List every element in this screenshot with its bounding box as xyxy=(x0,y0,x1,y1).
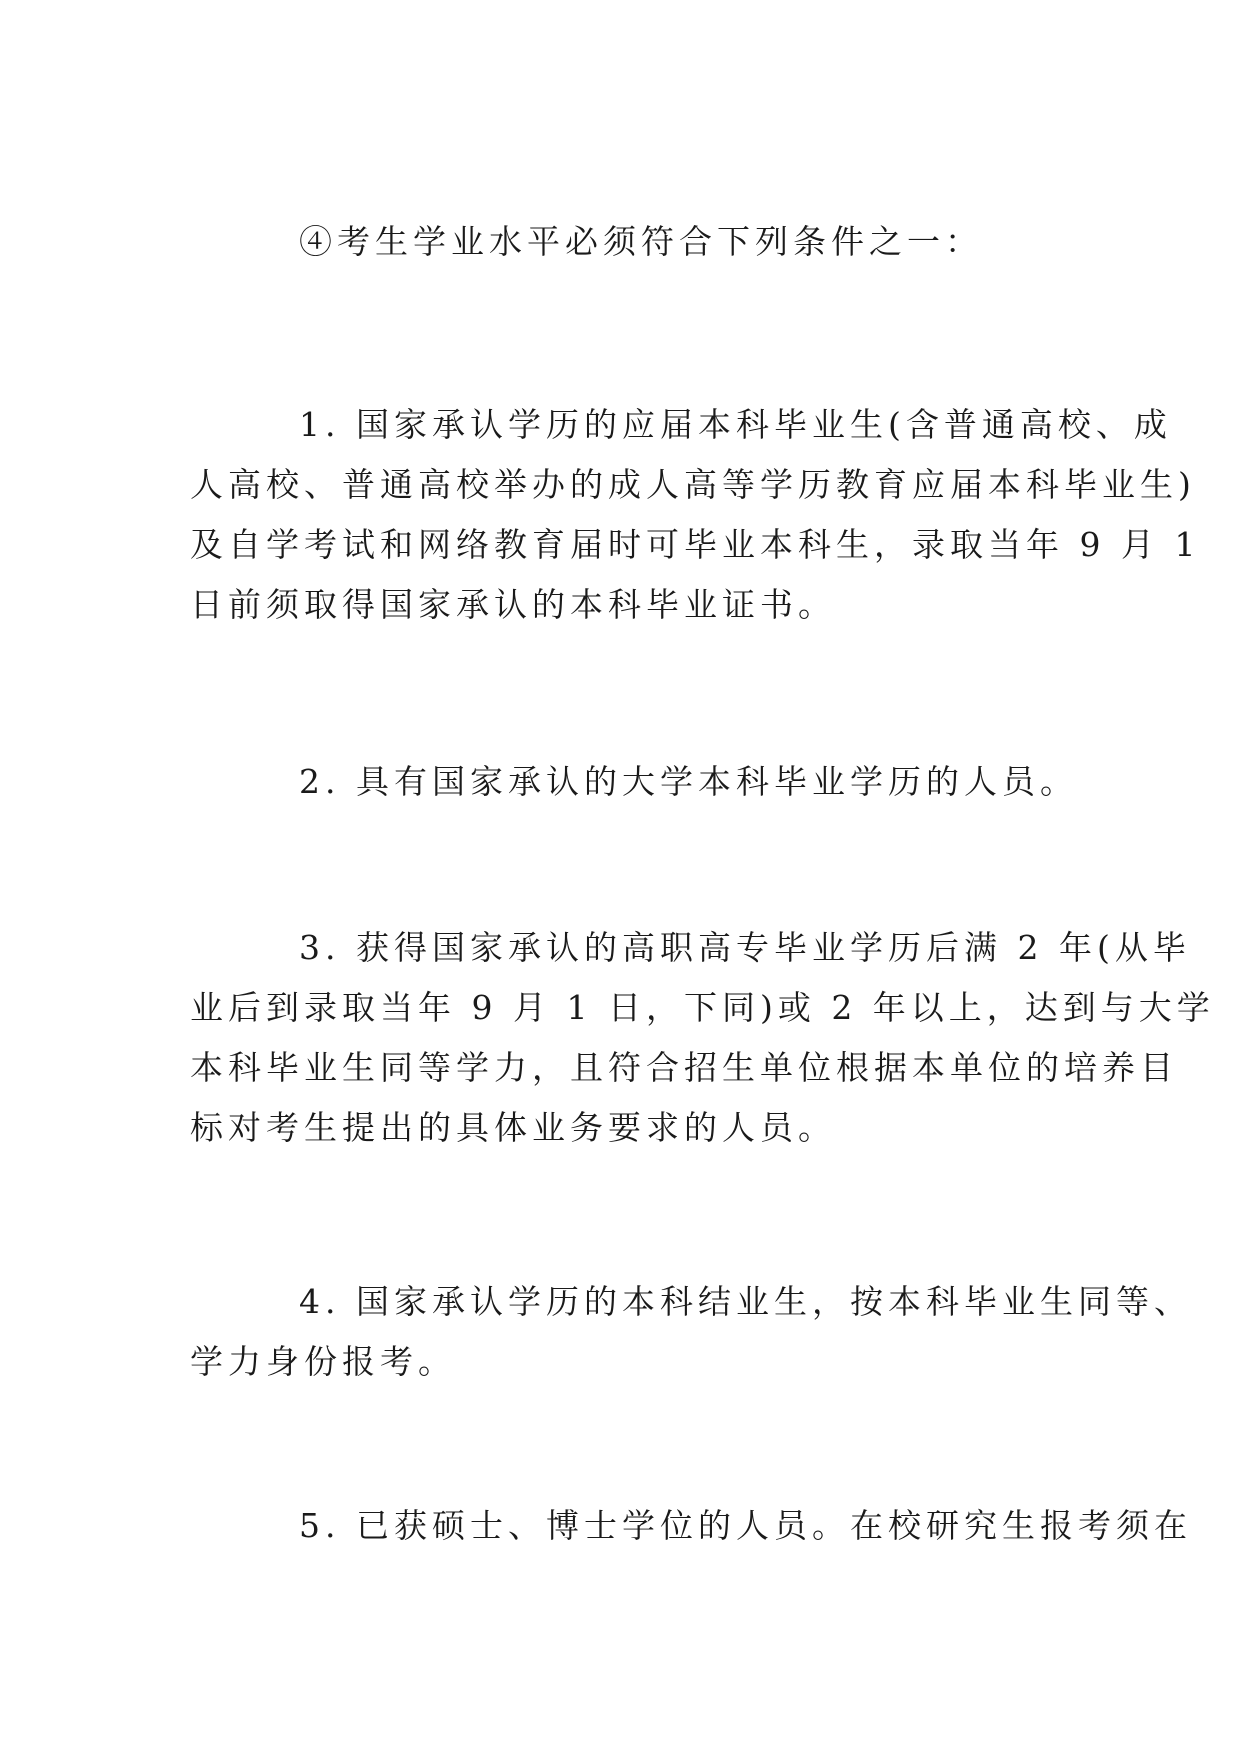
paragraph-line: 业后到录取当年 9 月 1 日，下同)或 2 年以上，达到与大学 xyxy=(190,988,1215,1027)
paragraph-line: 及自学考试和网络教育届时可毕业本科生，录取当年 9 月 1 xyxy=(190,525,1201,564)
condition-heading xyxy=(190,212,1070,272)
paragraph-line: 人高校、普通高校举办的成人高等学历教育应届本科毕业生) xyxy=(190,465,1196,504)
heading-line: ④考生学业水平必须符合下列条件之一： xyxy=(299,222,983,261)
condition-item-2 xyxy=(190,752,1078,812)
paragraph-line: 1. 国家承认学历的应届本科毕业生(含普通高校、成 xyxy=(299,405,1172,444)
condition-item-1 xyxy=(190,395,1201,635)
condition-item-4 xyxy=(190,1272,1192,1392)
paragraph-line: 学力身份报考。 xyxy=(190,1342,456,1381)
condition-item-3 xyxy=(190,918,1215,1158)
paragraph-line: 2. 具有国家承认的大学本科毕业学历的人员。 xyxy=(299,762,1078,801)
paragraph-line: 4. 国家承认学历的本科结业生，按本科毕业生同等、 xyxy=(299,1282,1192,1321)
paragraph-line: 本科毕业生同等学力，且符合招生单位根据本单位的培养目 xyxy=(190,1048,1178,1087)
paragraph-line: 3. 获得国家承认的高职高专毕业学历后满 2 年(从毕 xyxy=(299,928,1191,967)
paragraph-line: 日前须取得国家承认的本科毕业证书。 xyxy=(190,585,836,624)
paragraph-line: 标对考生提出的具体业务要求的人员。 xyxy=(190,1108,836,1147)
condition-item-5 xyxy=(190,1496,1192,1556)
paragraph-line: 5. 已获硕士、博士学位的人员。在校研究生报考须在 xyxy=(299,1506,1192,1545)
